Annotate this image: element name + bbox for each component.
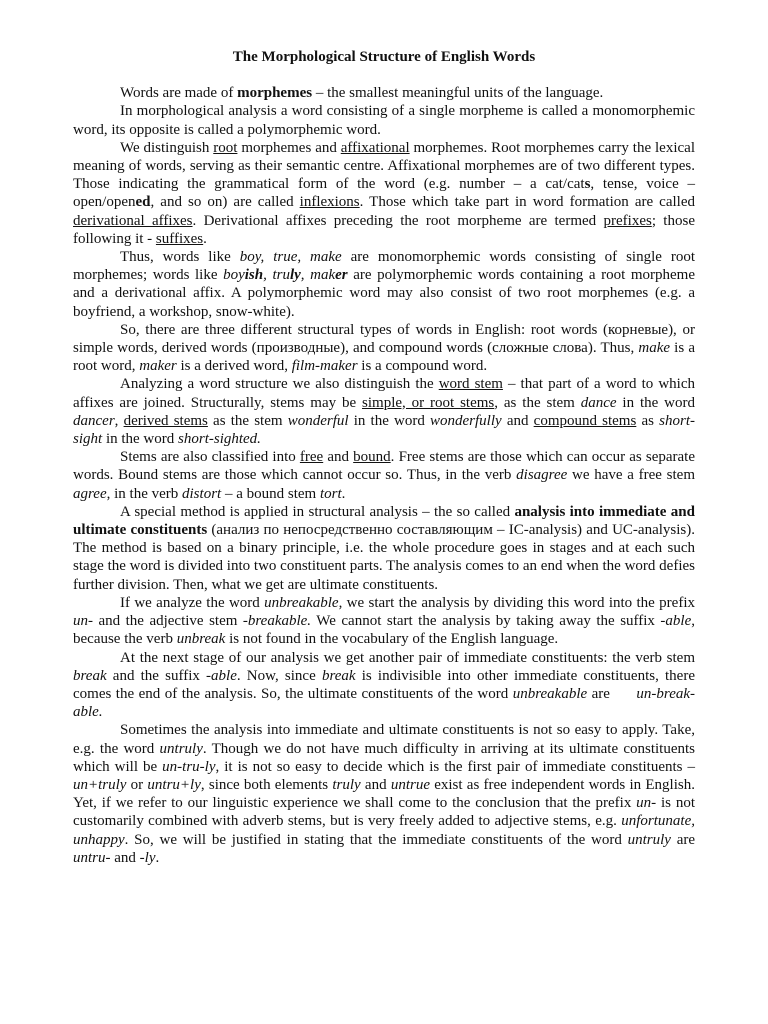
text-run: In morphological analysis a word consisting of a single morpheme is called a monomorphemic word, its opposite is called a polymorphemic word. bbox=[73, 103, 695, 138]
paragraph bbox=[73, 649, 695, 722]
text-run: is a compound word. bbox=[357, 358, 488, 375]
text-run: and bbox=[323, 449, 354, 466]
text-run: is a root word, bbox=[73, 340, 696, 375]
text-run: Stems are also classified into bbox=[120, 449, 300, 466]
document-title: The Morphological Structure of English Words bbox=[232, 49, 536, 65]
text-run: as the stem bbox=[207, 412, 288, 429]
text-run: – that part of a word to which affixes are joined. Structurally, stems may be bbox=[73, 376, 695, 411]
text-run: , bbox=[114, 412, 124, 429]
text-run: in the word bbox=[102, 431, 179, 448]
italic-term: tru bbox=[272, 267, 290, 284]
paragraph bbox=[73, 375, 695, 448]
text-run: , because the verb bbox=[73, 613, 695, 648]
underlined-term: suffixes bbox=[155, 230, 204, 247]
italic-term: wonderfully bbox=[430, 412, 502, 429]
underlined-term: simple, or root stems bbox=[362, 394, 495, 411]
text-run: , tense, voice – open/open bbox=[73, 176, 695, 211]
bold-term: s bbox=[584, 176, 591, 193]
text-run: and the suffix bbox=[106, 667, 207, 684]
paragraph bbox=[73, 321, 695, 376]
paragraph bbox=[73, 448, 695, 503]
italic-term: truly bbox=[332, 776, 361, 793]
italic-term: tort bbox=[319, 485, 342, 502]
text-run: . Though we do not have much difficulty in arriving at its ultimate constituents which will be bbox=[73, 740, 695, 775]
italic-term: boy bbox=[223, 267, 245, 284]
italic-term: untrue bbox=[390, 776, 430, 793]
paragraph bbox=[73, 102, 695, 138]
text-run: . bbox=[341, 485, 346, 502]
italic-term: un-break-able. bbox=[73, 685, 696, 721]
underlined-term: bound bbox=[353, 449, 391, 466]
italic-term: dancer bbox=[73, 412, 115, 429]
text-run: At the next stage of our analysis we get another pair of immediate constituents: the verb stem bbox=[120, 649, 695, 666]
italic-term: -able bbox=[660, 613, 692, 630]
text-run: We cannot start the analysis by taking away the suffix bbox=[311, 613, 661, 630]
text-run: and the adjective stem bbox=[93, 613, 243, 630]
underlined-term: affixational bbox=[340, 139, 410, 156]
underlined-term: root bbox=[213, 139, 238, 156]
text-run: Words are made of bbox=[120, 85, 238, 102]
italic-term: untruly bbox=[627, 831, 671, 848]
italic-term: untruly bbox=[159, 740, 203, 757]
bold-term: ly bbox=[289, 267, 301, 284]
italic-term: short-sight bbox=[73, 412, 695, 448]
text-run: . Now, since bbox=[236, 667, 322, 684]
text-run: , as the stem bbox=[494, 394, 581, 411]
text-run: So, there are three different structural types of words in English: root words (корневые), or simple words, derived words (производные), and compound words (сложные слова). Thus, bbox=[73, 321, 695, 357]
document-body bbox=[73, 84, 695, 867]
paragraph bbox=[73, 594, 695, 649]
text-run: as bbox=[636, 412, 660, 429]
italic-term: boy, true, make bbox=[239, 249, 342, 266]
text-run: , and so on) are called bbox=[150, 194, 300, 211]
underlined-term: free bbox=[299, 449, 324, 466]
text-run: If we analyze the word bbox=[120, 594, 265, 611]
bold-term: er bbox=[335, 267, 348, 284]
italic-term: maker bbox=[139, 358, 177, 375]
text-run: or bbox=[126, 776, 148, 793]
text-run: – a bound stem bbox=[221, 485, 320, 502]
italic-term: dance bbox=[580, 394, 617, 411]
italic-term: mak bbox=[310, 267, 336, 284]
underlined-term: prefixes bbox=[603, 212, 652, 229]
italic-term: un+truly bbox=[73, 776, 127, 793]
italic-term: un- bbox=[636, 795, 657, 812]
italic-term: -breakable. bbox=[242, 613, 312, 630]
text-run: A special method is applied in structural analysis – the so called bbox=[120, 503, 515, 520]
italic-term: un- bbox=[73, 613, 93, 630]
text-run: is a derived word, bbox=[176, 358, 292, 375]
italic-term: distort bbox=[182, 485, 222, 502]
italic-term: , bbox=[263, 267, 273, 284]
text-run: – the smallest meaningful units of the language. bbox=[312, 85, 604, 102]
text-run: . Derivational affixes preceding the root morpheme are termed bbox=[192, 212, 604, 229]
text-run: are polymorphemic words containing a root morpheme and a derivational affix. A polymorphemic word may also consist of two root morphemes (e.g. a boyfriend, a workshop, snow-white). bbox=[73, 267, 696, 320]
bold-term: ish bbox=[244, 267, 264, 284]
text-run: , it is not so easy to decide which is the first pair of immediate constituents – bbox=[215, 758, 695, 775]
text-run: in the word bbox=[616, 394, 696, 411]
underlined-term: compound stems bbox=[533, 412, 637, 429]
italic-term: agree bbox=[73, 485, 107, 502]
text-run: , we start the analysis by dividing this word into the prefix bbox=[338, 594, 695, 611]
text-run: in the word bbox=[348, 412, 430, 429]
italic-term: break bbox=[321, 667, 356, 684]
italic-term: disagree bbox=[516, 467, 568, 484]
text-run: and bbox=[501, 412, 534, 429]
text-run: we have a free stem bbox=[567, 467, 695, 484]
bold-term: analysis into immediate and ultimate constituents bbox=[73, 503, 695, 539]
bold-term: ed bbox=[135, 194, 151, 211]
text-run: are monomorphemic words consisting of single root morphemes; words like bbox=[73, 249, 695, 284]
italic-term: un-tru-ly bbox=[162, 758, 216, 775]
text-run: is not customarily combined with adverb stems, but is very freely added to adjective stems, e.g. bbox=[73, 795, 695, 830]
underlined-term: derived stems bbox=[123, 412, 208, 429]
underlined-term: derivational affixes bbox=[73, 212, 193, 229]
text-run: Thus, words like bbox=[120, 249, 240, 266]
paragraph bbox=[73, 248, 695, 321]
paragraph bbox=[73, 84, 695, 102]
underlined-term: word stem bbox=[438, 376, 503, 393]
paragraph bbox=[73, 721, 695, 867]
text-run: are bbox=[587, 685, 615, 702]
text-run: . Free stems are those which can occur as separate words. Bound stems are those which cannot occur so. Thus, in the verb bbox=[73, 449, 695, 484]
italic-term: -able bbox=[206, 667, 237, 684]
text-run: , since both elements bbox=[200, 776, 333, 793]
paragraph bbox=[73, 503, 695, 594]
italic-term: unbreak bbox=[176, 631, 226, 648]
italic-term: wonderful bbox=[287, 412, 349, 429]
italic-term: make bbox=[638, 340, 671, 357]
text-run: is indivisible into other immediate constituents, there comes the end of the analysis. So, the ultimate constituents of the word bbox=[73, 667, 695, 702]
text-run: . bbox=[203, 230, 207, 247]
text-run: and bbox=[360, 776, 391, 793]
italic-term: , bbox=[300, 267, 311, 284]
text-run: . bbox=[155, 849, 160, 866]
text-run: . Those which take part in word formation are called bbox=[359, 194, 695, 211]
text-run: is not found in the vocabulary of the English language. bbox=[225, 631, 559, 648]
text-run: ; those following it - bbox=[73, 212, 695, 247]
text-run: (анализ по непосредственно составляющим – IC-analysis) and UC-analysis). The method is based on a binary principle, i.e. the whole procedure goes in stages and at each such stage the word is divided into two constituent parts. The analysis comes to an end when the word defies further division. Then, what we get are ultimate constituents. bbox=[73, 522, 695, 593]
document-page bbox=[73, 48, 695, 867]
text-run: morphemes and bbox=[237, 139, 341, 156]
text-run: are bbox=[670, 831, 696, 848]
text-run: . So, we will be justified in stating that the immediate constituents of the word bbox=[124, 831, 628, 848]
text-run: We distinguish bbox=[120, 139, 214, 156]
italic-term: untru+ly bbox=[147, 776, 201, 793]
text-run: , in the verb bbox=[106, 485, 183, 502]
italic-term: -ly bbox=[139, 849, 156, 866]
text-run: morphemes. Root morphemes carry the lexical meaning of words, serving as their semantic centre. Affixational morphemes are of two different types. Those indicating the grammatical form of the word (e.g. number – a cat/cat bbox=[73, 139, 695, 193]
italic-term: short-sighted. bbox=[178, 431, 261, 448]
text-run: Analyzing a word structure we also distinguish the bbox=[120, 376, 439, 393]
italic-term: unfortunate, unhappy bbox=[73, 813, 695, 848]
text-run: and bbox=[110, 849, 140, 866]
italic-term: untru- bbox=[73, 849, 111, 866]
italic-term: unbreakable bbox=[512, 685, 588, 702]
paragraph bbox=[73, 139, 695, 248]
underlined-term: inflexions bbox=[299, 194, 360, 211]
text-run: exist as free independent words in English. Yet, if we refer to our linguistic experience we shall come to the conclusion that the prefix bbox=[73, 776, 695, 812]
italic-term: unbreakable bbox=[264, 594, 339, 611]
text-run: Sometimes the analysis into immediate and ultimate constituents is not so easy to apply. Take, e.g. the word bbox=[73, 722, 695, 757]
bold-term: morphemes bbox=[237, 85, 313, 102]
italic-term: break bbox=[73, 667, 107, 684]
italic-term: film-maker bbox=[291, 358, 358, 375]
